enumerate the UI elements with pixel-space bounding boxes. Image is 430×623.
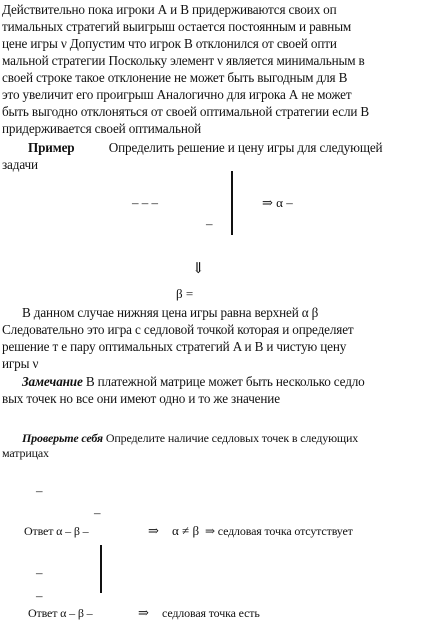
- paragraph2-line-4: игры ν: [2, 356, 39, 371]
- paragraph2-line-3: решение т е пару оптимальных стратегий A и B и чистую цену: [2, 339, 347, 354]
- paragraph1-line-5: своей строке такое отклонение не может быть выгодным для В: [2, 70, 348, 85]
- paragraph1-line-6: это увеличит его проигрыш Аналогично для игрока А не может: [2, 87, 352, 102]
- example-label: Пример: [28, 140, 75, 155]
- beta-equation: β =: [176, 286, 194, 301]
- paragraph2-line-2: Следовательно это игра с седловой точкой которая и определяет: [2, 322, 354, 337]
- example-text-1: Определить решение и цену игры для следующей: [108, 140, 383, 155]
- remark-line-1: [22, 374, 428, 390]
- example-alpha-implication: ⇒ α –: [262, 195, 293, 210]
- paragraph1-line-2: тимальных стратегий выигрыш остается постоянным и равным: [2, 19, 352, 34]
- answer1-conclusion: ⇒ седловая точка отсутствует: [205, 524, 353, 538]
- check-text-1: Определите наличие седловых точек в следующих: [102, 431, 359, 445]
- answer1-relation: α ≠ β: [172, 523, 200, 538]
- check-label: Проверьте себя: [22, 431, 103, 445]
- answer2-text: Ответ α – β –: [28, 606, 93, 620]
- answer2-matrix-bracket: [100, 545, 102, 593]
- paragraph1-line-1: Действительно пока игроки А и В придерживаются своих оп: [2, 2, 337, 17]
- answer2-dash-1: –: [36, 565, 43, 580]
- example-matrix-lower-dash: –: [206, 216, 213, 231]
- paragraph1-line-3: цене игры ν Допустим что игрок В отклонился от своей опти: [2, 36, 337, 51]
- answer1-arrow: ⇒: [148, 523, 159, 538]
- answer2-arrow: ⇒: [138, 605, 149, 620]
- paragraph2-line-1: В данном случае нижняя цена игры равна верхней α β: [22, 305, 319, 320]
- answer1-text: Ответ α – β –: [24, 524, 89, 538]
- paragraph1-line-4: мальной стратегии Поскольку элемент ν является минимальным в: [2, 53, 365, 68]
- paragraph1-line-7: быть выгодно отклоняться от своей оптимальной стратегии если В: [2, 104, 370, 119]
- remark-line-2: вых точек но все они имеют одно и то же значение: [2, 391, 280, 406]
- check-line-2: матрицах: [2, 446, 49, 460]
- remark-text-1: В платежной матрице может быть несколько седло: [82, 374, 365, 389]
- remark-label: Замечание: [22, 374, 83, 389]
- answer1-mid-dash: –: [94, 505, 101, 520]
- check-line-1: [22, 431, 428, 446]
- example-matrix-dashes: – – –: [132, 195, 158, 210]
- answer2-dash-2: –: [36, 588, 43, 603]
- answer2-conclusion: седловая точка есть: [162, 606, 260, 620]
- example-line-2: задачи: [2, 157, 38, 172]
- paragraph1-line-8: придерживается своей оптимальной: [2, 121, 202, 136]
- down-arrow: ⇓: [192, 261, 205, 277]
- answer1-top-dash: –: [36, 483, 43, 498]
- example-matrix-bracket: [231, 171, 233, 235]
- example-line-1: [28, 140, 428, 156]
